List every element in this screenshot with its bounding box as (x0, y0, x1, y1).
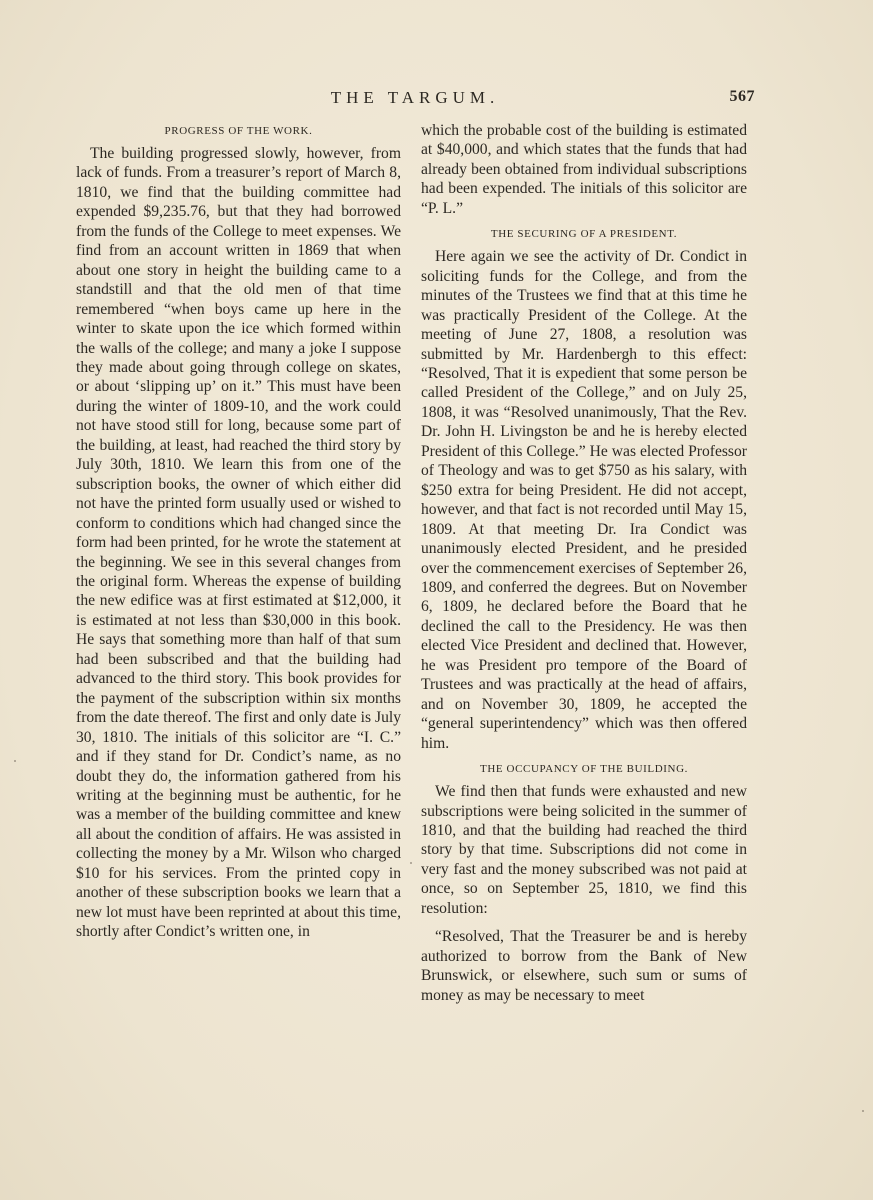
section-heading-progress: PROGRESS OF THE WORK. (164, 125, 313, 137)
paper-speck (410, 862, 412, 864)
section-heading-president: THE SECURING OF A PRESIDENT. (490, 228, 678, 241)
section-heading-occupancy: THE OCCUPANCY OF THE BUILDING. (480, 763, 688, 776)
running-title: THE TARGUM. (330, 88, 500, 107)
continued-paragraph: which the probable cost of the building is estimated at $40,000, and which states that the funds that had already been obtained from individual subscriptions had been expended. The initials of this solicitor are “P. L.” (421, 122, 747, 217)
left-column (76, 121, 401, 951)
body-paragraph: Here again we see the activity of Dr. Condict in soliciting funds for the College, and from the minutes of the Trustees we find that at this time he was practically President of the College. At the meeting of June 27, 1808, a resolution was submitted by Mr. Hardenbergh to this effect: “Resolved, That it is expedient that some person be called President of the College,” and on July 25, 1808, it was “Resolved unanimously, That the Rev. Dr. John H. Livingston be and he is hereby elected President of this College.” He was elected Professor of Theology and was to get $750 as his salary, with $250 extra for being President. He did not accept, however, and that fact is not recorded until May 15, 1809. At that meeting Dr. Ira Condict was unanimously elected President, and he presided over the commencement exercises of September 26, 1809, and conferred the degrees. But on November 6, 1809, he declared before the Board that he declined the call to the Presidency. He was then elected Vice President and declined that. However, he was President pro tempore of the Board of Trustees and was practically at the head of affairs, and on November 30, 1809, he accepted the “general superintendency” which was then offered him. (421, 248, 747, 752)
page-number: 567 (729, 88, 755, 105)
paper-speck (14, 760, 16, 762)
right-column (421, 121, 747, 1005)
body-paragraph: The building progressed slowly, however, from lack of funds. From a treasurer’s report of March 8, 1810, we find that the building committee had expended $9,235.76, but that they had borrowed from the funds of the College to meet expenses. We find from an account written in 1869 that when about one story in height the building came to a standstill and that the old men of that time remembered “when boys came up here in the winter to skate upon the ice which formed within the walls of the college; and many a joke I suppose they made about going through college on skates, or about ‘slipping up’ on it.” This must have been during the winter of 1809-10, and the work could not have stood still for long, because some part of the building, at least, had reached the third story by July 30th, 1810. We learn this from one of the subscription books, the owner of which either did not have the printed form usually used or wished to conform to conditions which had changed since the form had been printed, for he wrote the statement at the beginning. We see in this several changes from the original form. Whereas the expense of building the new edifice was at first estimated at $12,000, it is estimated at not less than $30,000 in this book. He says that something more than half of that sum had been subscribed and that the building had advanced to the third story. This book provides for the payment of the subscription within six months from the date thereof. The first and only date is July 30, 1810. The initials of this solicitor are “I. C.” and if they stand for Dr. Condict’s name, as no doubt they do, the information gathered from his writing at the beginning must be authentic, for he was a member of the building committee and knew all about the condition of affairs. He was assisted in collecting the money by a Mr. Wilson who charged $10 for his services. From the printed copy in another of these subscription books we learn that a new lot must have been reprinted at about this time, shortly after Condict’s written one, in (76, 145, 401, 941)
body-paragraph: We find then that funds were exhausted and new subscriptions were being solicited in the summer of 1810, and that the building had reached the third story by that time. Subscriptions did not come in very fast and the money subscribed was not paid at once, so on September 25, 1810, we find this resolution: (421, 783, 747, 917)
paper-speck (862, 1110, 864, 1112)
body-paragraph: “Resolved, That the Treasurer be and is hereby authorized to borrow from the Bank of New Brunswick, or elsewhere, such sum or sums of money as may be necessary to meet (421, 928, 747, 1004)
running-head (75, 86, 755, 112)
